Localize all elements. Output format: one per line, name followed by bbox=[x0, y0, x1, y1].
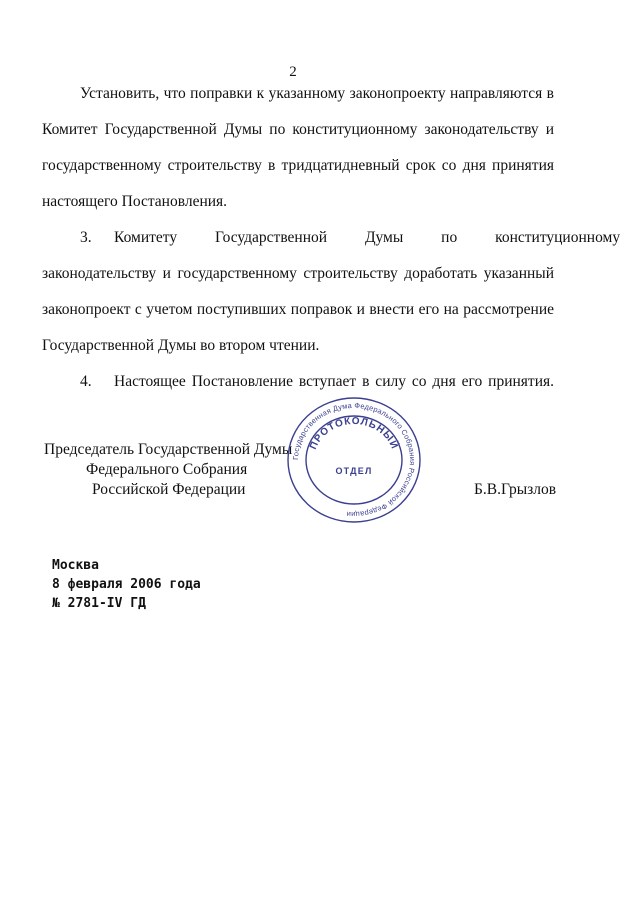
signatory-title-line-2: Федерального Собрания bbox=[86, 461, 248, 478]
stamp-ring-textpath: Государственная Дума Федерального Собрания Российской Федерации bbox=[290, 400, 418, 520]
document-body bbox=[42, 76, 621, 400]
page-number: 2 bbox=[289, 64, 297, 80]
text-line: Установить, что поправки к указанному законопроекту направляются в bbox=[80, 85, 554, 102]
signatory-title-line-1: Председатель Государственной Думы bbox=[44, 441, 293, 458]
document-footer bbox=[52, 556, 201, 613]
text-line-content: Комитету Государственной Думы по конституционному bbox=[114, 229, 621, 246]
footer-city: Москва bbox=[52, 558, 99, 573]
official-stamp-seal bbox=[284, 394, 424, 526]
footer-date: 8 февраля 2006 года bbox=[52, 577, 201, 592]
text-line-content: Настоящее Постановление вступает в силу со дня его принятия. bbox=[114, 373, 554, 390]
paragraph-amendments-deadline bbox=[42, 76, 554, 220]
text-line: настоящего Постановления. bbox=[42, 193, 228, 210]
stamp-center-text: ОТДЕЛ bbox=[335, 466, 373, 476]
signature-title-block bbox=[44, 440, 292, 500]
text-line: Комитет Государственной Думы по конституционному законодательству и bbox=[42, 121, 554, 138]
stamp-inner-textpath: ПРОТОКОЛЬНЫЙ bbox=[308, 415, 400, 452]
signatory-title-line-3: Российской Федерации bbox=[92, 481, 246, 498]
item-number: 4. bbox=[80, 373, 92, 390]
stamp-inner-text bbox=[308, 416, 402, 451]
item-number: 3. bbox=[80, 229, 92, 246]
signatory-name: Б.В.Грызлов bbox=[474, 481, 557, 498]
text-line: Государственной Думы во втором чтении. bbox=[42, 337, 320, 354]
text-line bbox=[42, 220, 621, 256]
footer-document-number: № 2781-IV ГД bbox=[52, 596, 146, 611]
paragraph-item-3 bbox=[42, 220, 621, 364]
text-line: законодательству и государственному строительству доработать указанный bbox=[42, 265, 554, 282]
text-line: государственному строительству в тридцатидневный срок со дня принятия bbox=[42, 157, 554, 174]
text-line: законопроект с учетом поступивших поправок и внести его на рассмотрение bbox=[42, 301, 554, 318]
